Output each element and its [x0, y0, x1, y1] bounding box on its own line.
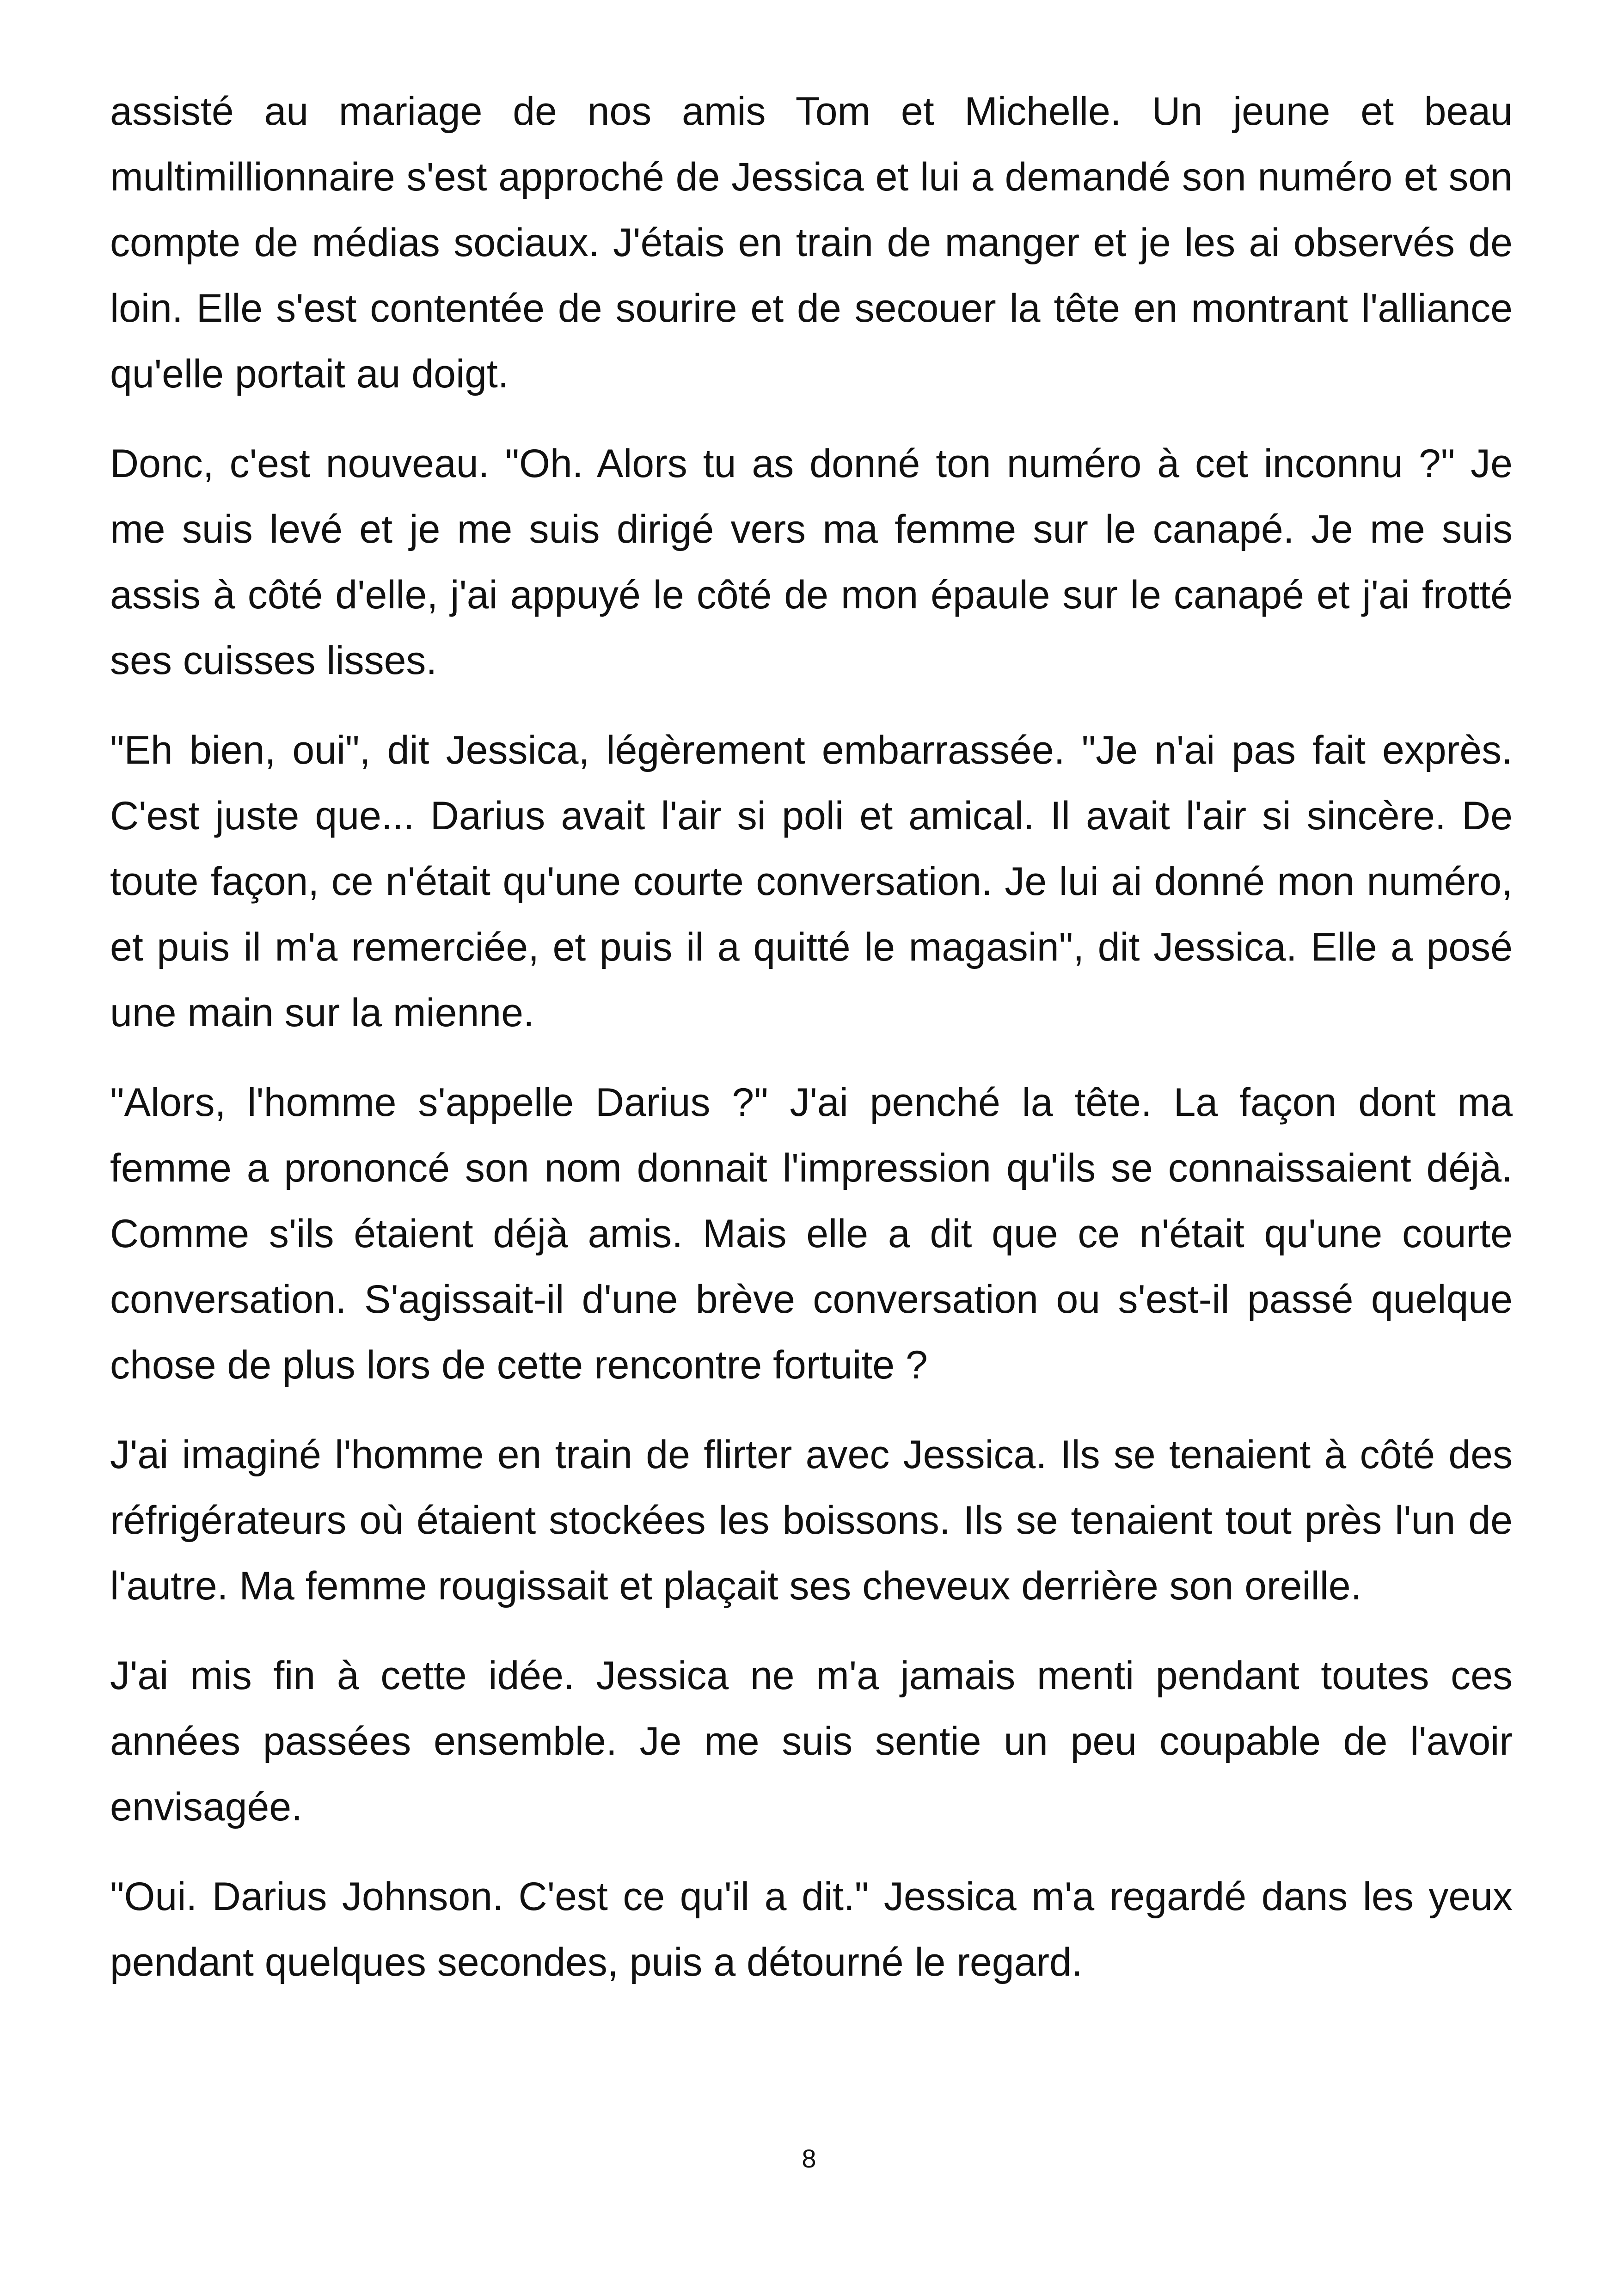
paragraph-2: Donc, c'est nouveau. "Oh. Alors tu as donné ton numéro à cet inconnu ?" Je me suis levé et je me suis dirigé vers ma femme sur le canapé. Je me suis assis à côté d'elle, j'ai appuyé le côté de mon épaule sur le canapé et j'ai frotté ses cuisses lisses.: [110, 441, 1513, 683]
paragraph-7: "Oui. Darius Johnson. C'est ce qu'il a dit." Jessica m'a regardé dans les yeux pendant quelques secondes, puis a détourné le regard.: [110, 1874, 1513, 1984]
paragraph-6: J'ai mis fin à cette idée. Jessica ne m'a jamais menti pendant toutes ces années passées ensemble. Je me suis sentie un peu coupable de l'avoir envisagée.: [110, 1653, 1513, 1829]
document-body: [110, 79, 1513, 2019]
paragraph-5: J'ai imaginé l'homme en train de flirter avec Jessica. Ils se tenaient à côté des réfrigérateurs où étaient stockées les boissons. Ils se tenaient tout près l'un de l'autre. Ma femme rougissait et plaçait ses cheveux derrière son oreille.: [110, 1433, 1513, 1608]
page-number: 8: [802, 2144, 816, 2173]
paragraph-4: "Alors, l'homme s'appelle Darius ?" J'ai penché la tête. La façon dont ma femme a prononcé son nom donnait l'impression qu'ils se connaissaient déjà. Comme s'ils étaient déjà amis. Mais elle a dit que ce n'était qu'une courte conversation. S'agissait-il d'une brève conversation ou s'est-il passé quelque chose de plus lors de cette rencontre fortuite ?: [110, 1080, 1513, 1387]
paragraph-3: "Eh bien, oui", dit Jessica, légèrement embarrassée. "Je n'ai pas fait exprès. C'est juste que... Darius avait l'air si poli et amical. Il avait l'air si sincère. De toute façon, ce n'était qu'une courte conversation. Je lui ai donné mon numéro, et puis il m'a remerciée, et puis il a quitté le magasin", dit Jessica. Elle a posé une main sur la mienne.: [110, 728, 1513, 1035]
paragraph-1: assisté au mariage de nos amis Tom et Michelle. Un jeune et beau multimillionnaire s'est approché de Jessica et lui a demandé son numéro et son compte de médias sociaux. J'étais en train de manger et je les ai observés de loin. Elle s'est contentée de sourire et de secouer la tête en montrant l'alliance qu'elle portait au doigt.: [110, 89, 1513, 396]
